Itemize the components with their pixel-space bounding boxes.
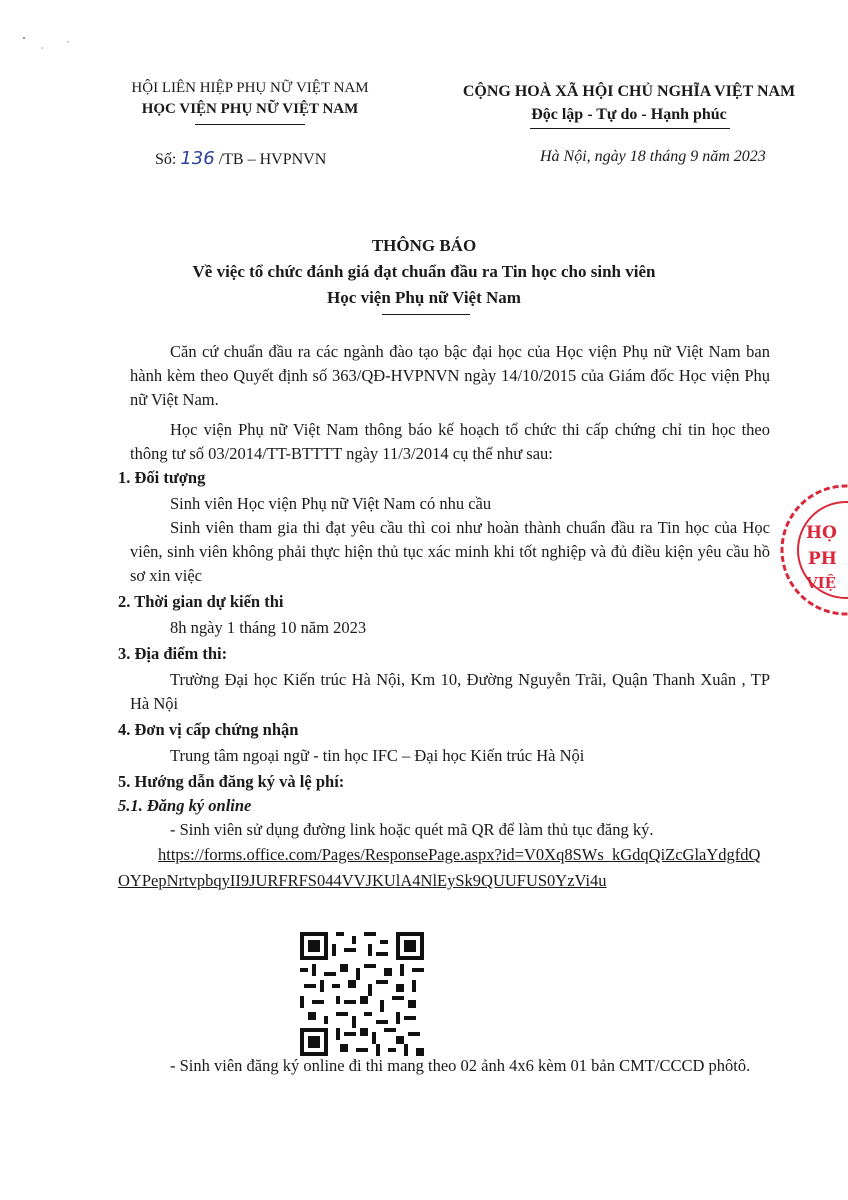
handwritten-number: 136 (180, 148, 215, 169)
doc-subtitle-2: Học viện Phụ nữ Việt Nam (327, 288, 521, 307)
org-underline (195, 124, 305, 125)
section-1-text-2: Sinh viên tham gia thi đạt yêu cầu thì coi như hoàn thành chuẩn đầu ra Tin học của Học viên, sinh viên không phải thực hiện thủ tục xác minh khi tốt nghiệp và đủ điều kiện yêu cầu hồ sơ xin việc (130, 518, 770, 585)
qr-code[interactable] (300, 932, 424, 1056)
scan-specks (20, 30, 80, 60)
stamp-text-3: VIỆ (806, 574, 837, 592)
org-header (100, 78, 400, 120)
motto: Độc lập - Tự do - Hạnh phúc (531, 106, 727, 123)
document-body (118, 340, 770, 894)
stamp-text-1: HỌ (806, 523, 837, 543)
paragraph-announcement: Học viện Phụ nữ Việt Nam thông báo kế hoạch tổ chức thi cấp chứng chỉ tin học theo thông tư số 03/2014/TT-BTTTT ngày 11/3/2014 cụ thể như sau: (130, 420, 770, 463)
doc-subtitle-1: Về việc tổ chức đánh giá đạt chuẩn đầu ra Tin học cho sinh viên (192, 262, 656, 281)
registration-link[interactable]: https://forms.office.com/Pages/ResponsePage.aspx?id=V0Xq8SWs_kGdqQiZcGlaYdgfdQOYPepNrtvpbqyII9JURFRFS044VVJKUlA4NlEySk9QUUFUS0YzVi4u (118, 845, 761, 890)
title-underline (382, 314, 470, 315)
country-name: CỘNG HOÀ XÃ HỘI CHỦ NGHĨA VIỆT NAM (462, 83, 796, 100)
section-3-text: Trường Đại học Kiến trúc Hà Nội, Km 10, Đường Nguyễn Trãi, Quận Thanh Xuân , TP Hà Nội (130, 670, 770, 713)
section-5-1-text: - Sinh viên sử dụng đường link hoặc quét mã QR để làm thủ tục đăng ký. (170, 820, 654, 839)
section-2-title: 2. Thời gian dự kiến thi (118, 592, 284, 611)
section-5-title: 5. Hướng dẫn đăng ký và lệ phí: (118, 772, 345, 791)
section-4-title: 4. Đơn vị cấp chứng nhận (118, 720, 299, 739)
section-4-text: Trung tâm ngoại ngữ - tin học IFC – Đại học Kiến trúc Hà Nội (170, 746, 585, 765)
section-5-1-title: 5.1. Đăng ký online (118, 796, 252, 815)
document-body-end (130, 1054, 770, 1078)
doc-title: THÔNG BÁO (371, 236, 477, 255)
section-1-text-1: Sinh viên Học viện Phụ nữ Việt Nam có nhu cầu (170, 494, 492, 513)
document-number: Số: 136 /TB – HVPNVN (155, 148, 327, 169)
org-parent: HỘI LIÊN HIỆP PHỤ NỮ VIỆT NAM (131, 80, 369, 96)
section-1-title: 1. Đối tượng (118, 468, 206, 487)
red-seal-stamp (776, 480, 848, 620)
stamp-text-2: PH (808, 549, 837, 569)
motto-underline (530, 128, 730, 129)
place-date: Hà Nội, ngày 18 tháng 9 năm 2023 (540, 148, 766, 165)
org-name: HỌC VIỆN PHỤ NỮ VIỆT NAM (141, 101, 359, 117)
section-5-1-note: - Sinh viên đăng ký online đi thi mang theo 02 ảnh 4x6 kèm 01 bản CMT/CCCD phôtô. (170, 1056, 751, 1075)
national-header (430, 80, 828, 126)
paragraph-legal-basis: Căn cứ chuẩn đầu ra các ngành đào tạo bậc đại học của Học viện Phụ nữ Việt Nam ban hành kèm theo Quyết định số 363/QĐ-HVPNVN ngày 14/10/2015 của Giám đốc Học viện Phụ nữ Việt Nam. (130, 342, 770, 409)
section-3-title: 3. Địa điểm thi: (118, 644, 228, 663)
section-2-text: 8h ngày 1 tháng 10 năm 2023 (170, 618, 367, 637)
